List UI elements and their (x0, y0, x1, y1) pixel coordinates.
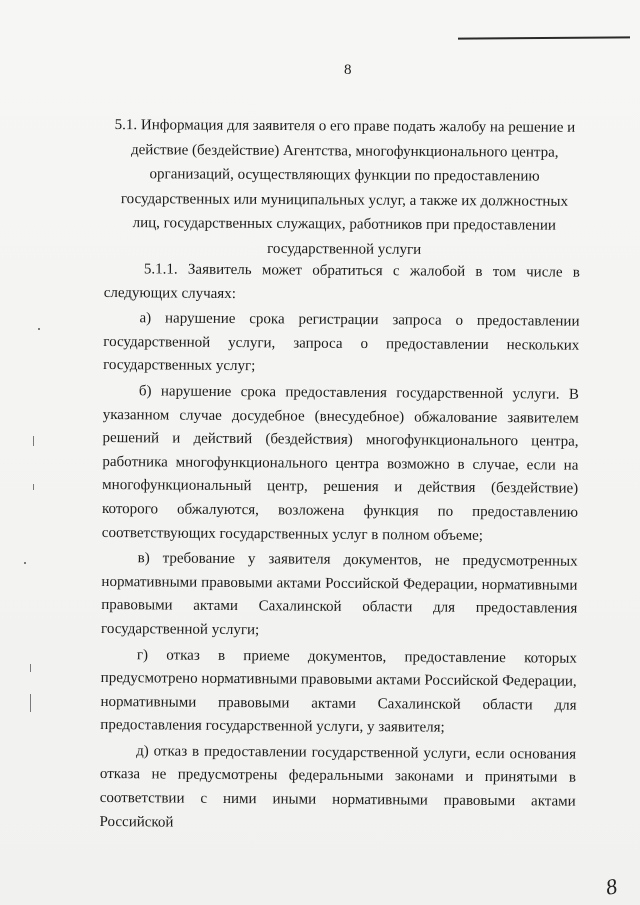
section-heading: 5.1. Информация для заявителя о его праве подать жалобу на решение и действие (бездействие) Агентства, многофункционального центра, организаций, осуществляющих функции по предоставлению государственных или муниципальных услуг, а также их должностных лиц, государственных служащих, работников при предоставлении государственной услуги (114, 117, 576, 258)
scan-mark (33, 484, 34, 490)
scan-mark (33, 436, 34, 446)
list-item-a: а) нарушение срока регистрации запроса о предоставлении государственной услуги, запроса о предоставлении нескольких государственных услуг; (103, 310, 580, 375)
list-item-d: д) отказ в предоставлении государственной услуги, если основания отказа не предусмотрены федеральными законами и принятыми в соответствии с ними иными нормативными правовыми актами Российской (99, 743, 577, 831)
scan-speck (24, 562, 26, 564)
scan-mark (30, 694, 31, 712)
scan-speck (38, 328, 40, 330)
top-rule (458, 36, 630, 39)
section-body (99, 258, 580, 840)
scan-mark (30, 664, 31, 672)
handwritten-page-mark: 8 (603, 873, 620, 900)
list-item-b: б) нарушение срока предоставления государственной услуги. В указанном случае досудебное (внесудебное) обжалование заявителем решений и действий (бездействия) многофункционального центра, работника многофункционального центра возможно в случае, если на многофункциональный центр, решения и действия (бездействие) которого обжалуются, возложена функция по предоставлению соответствующих государственных услуг в полном объеме; (101, 383, 580, 544)
list-item-v: в) требование у заявителя документов, не предусмотренных нормативными правовыми актами Российской Федерации, нормативными правовыми актами Сахалинской области для предоставления государственной услуги; (101, 550, 578, 639)
page-number: 8 (344, 62, 352, 78)
section-intro: 5.1.1. Заявитель может обратиться с жалобой в том числе в следующих случаях: (103, 261, 580, 302)
list-item-g: г) отказ в приеме документов, предоставление которых предусмотрено нормативными правовыми актами Российской Федерации, нормативными правовыми актами Сахалинской области для предоставления государственной услуги, у заявителя; (100, 646, 577, 736)
